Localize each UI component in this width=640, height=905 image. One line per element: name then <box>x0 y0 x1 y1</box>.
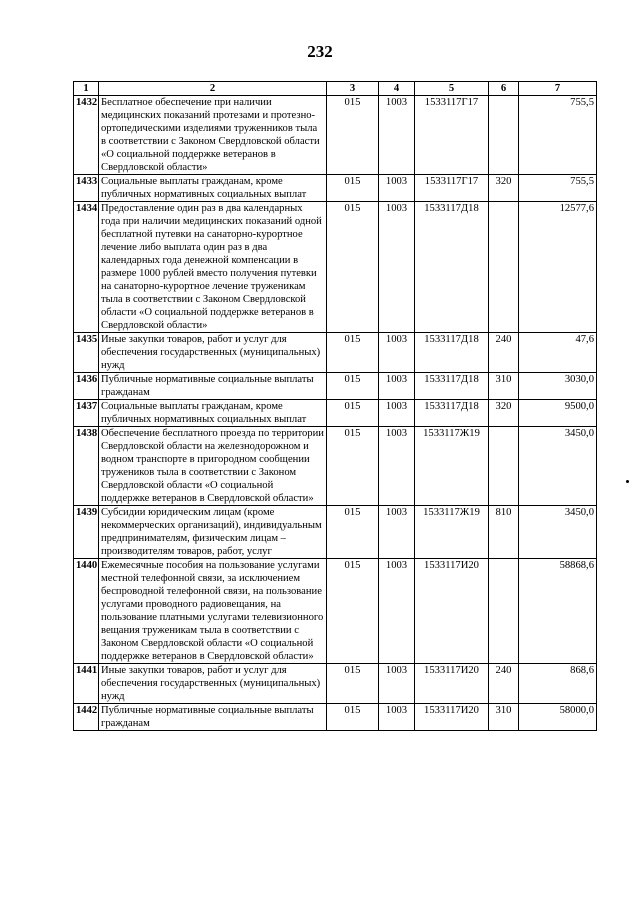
row-number-cell: 1435 <box>74 333 99 373</box>
sum-cell: 868,6 <box>519 664 597 704</box>
row-number-cell: 1432 <box>74 96 99 175</box>
expense-type-cell: 320 <box>489 400 519 427</box>
sum-cell: 58868,6 <box>519 559 597 664</box>
expense-type-cell <box>489 427 519 506</box>
target-code-cell: 1533117Д18 <box>415 202 489 333</box>
row-number-cell: 1438 <box>74 427 99 506</box>
target-code-cell: 1533117И20 <box>415 559 489 664</box>
row-number-cell: 1434 <box>74 202 99 333</box>
table-row <box>74 96 597 175</box>
expense-type-cell <box>489 96 519 175</box>
target-code-cell: 1533117Д18 <box>415 333 489 373</box>
row-number-cell: 1437 <box>74 400 99 427</box>
table-row <box>74 373 597 400</box>
section-code-cell: 1003 <box>379 175 415 202</box>
ministry-code-cell: 015 <box>327 664 379 704</box>
header-cell: 5 <box>415 82 489 96</box>
ministry-code-cell: 015 <box>327 333 379 373</box>
section-code-cell: 1003 <box>379 202 415 333</box>
table-row <box>74 704 597 731</box>
target-code-cell: 1533117И20 <box>415 664 489 704</box>
table-row <box>74 400 597 427</box>
expense-type-cell <box>489 559 519 664</box>
expense-type-cell <box>489 202 519 333</box>
target-code-cell: 1533117И20 <box>415 704 489 731</box>
scan-mark <box>626 480 629 483</box>
target-code-cell: 1533117Д18 <box>415 400 489 427</box>
header-cell: 2 <box>99 82 327 96</box>
row-number-cell: 1441 <box>74 664 99 704</box>
budget-table <box>73 81 597 731</box>
row-number-cell: 1436 <box>74 373 99 400</box>
row-name-cell: Обеспечение бесплатного проезда по территории Свердловской области на железнодорожном и водном транспорте в пригородном сообщении тружеников тыла в соответствии с Законом Свердловской области «О социальной поддержке ветеранов в Свердловской области» <box>99 427 327 506</box>
target-code-cell: 1533117Ж19 <box>415 506 489 559</box>
table-row <box>74 559 597 664</box>
sum-cell: 47,6 <box>519 333 597 373</box>
ministry-code-cell: 015 <box>327 704 379 731</box>
table-row <box>74 333 597 373</box>
expense-type-cell: 310 <box>489 704 519 731</box>
row-number-cell: 1439 <box>74 506 99 559</box>
sum-cell: 9500,0 <box>519 400 597 427</box>
sum-cell: 755,5 <box>519 96 597 175</box>
table-row <box>74 202 597 333</box>
page-number: 232 <box>307 42 333 61</box>
sum-cell: 58000,0 <box>519 704 597 731</box>
row-name-cell: Социальные выплаты гражданам, кроме публичных нормативных социальных выплат <box>99 175 327 202</box>
row-name-cell: Публичные нормативные социальные выплаты гражданам <box>99 373 327 400</box>
section-code-cell: 1003 <box>379 373 415 400</box>
header-row <box>74 82 597 96</box>
section-code-cell: 1003 <box>379 664 415 704</box>
row-number-cell: 1442 <box>74 704 99 731</box>
expense-type-cell: 240 <box>489 333 519 373</box>
target-code-cell: 1533117Д18 <box>415 373 489 400</box>
table-row <box>74 664 597 704</box>
ministry-code-cell: 015 <box>327 96 379 175</box>
sum-cell: 755,5 <box>519 175 597 202</box>
header-cell: 3 <box>327 82 379 96</box>
sum-cell: 12577,6 <box>519 202 597 333</box>
target-code-cell: 1533117Ж19 <box>415 427 489 506</box>
header-cell: 6 <box>489 82 519 96</box>
expense-type-cell: 310 <box>489 373 519 400</box>
row-name-cell: Предоставление один раз в два календарных года при наличии медицинских показаний одной бесплатной путевки на санаторно-курортное лечение либо выплата один раз в два календарных года денежной компенсации в размере 1000 рублей вместо получения путевки на санаторно-курортное лечение труженикам тыла в соответствии с Законом Свердловской области «О социальной поддержке ветеранов в Свердловской области» <box>99 202 327 333</box>
expense-type-cell: 320 <box>489 175 519 202</box>
section-code-cell: 1003 <box>379 400 415 427</box>
sum-cell: 3030,0 <box>519 373 597 400</box>
header-cell: 7 <box>519 82 597 96</box>
row-number-cell: 1440 <box>74 559 99 664</box>
ministry-code-cell: 015 <box>327 506 379 559</box>
ministry-code-cell: 015 <box>327 373 379 400</box>
target-code-cell: 1533117Г17 <box>415 175 489 202</box>
ministry-code-cell: 015 <box>327 427 379 506</box>
section-code-cell: 1003 <box>379 559 415 664</box>
target-code-cell: 1533117Г17 <box>415 96 489 175</box>
table-row <box>74 506 597 559</box>
section-code-cell: 1003 <box>379 704 415 731</box>
table-row <box>74 175 597 202</box>
table-row <box>74 427 597 506</box>
row-name-cell: Социальные выплаты гражданам, кроме публичных нормативных социальных выплат <box>99 400 327 427</box>
row-name-cell: Субсидии юридическим лицам (кроме некоммерческих организаций), индивидуальным предпринимателям, физическим лицам – производителям товаров, работ, услуг <box>99 506 327 559</box>
header-cell: 1 <box>74 82 99 96</box>
section-code-cell: 1003 <box>379 506 415 559</box>
row-name-cell: Ежемесячные пособия на пользование услугами местной телефонной связи, за исключением беспроводной телефонной связи, на пользование услугами проводного радиовещания, на пользование платными услугами телевизионного вещания труженикам тыла в соответствии с Законом Свердловской области «О социальной поддержке ветеранов в Свердловской области» <box>99 559 327 664</box>
row-name-cell: Иные закупки товаров, работ и услуг для обеспечения государственных (муниципальных) нужд <box>99 664 327 704</box>
ministry-code-cell: 015 <box>327 400 379 427</box>
sum-cell: 3450,0 <box>519 506 597 559</box>
expense-type-cell: 240 <box>489 664 519 704</box>
section-code-cell: 1003 <box>379 333 415 373</box>
row-number-cell: 1433 <box>74 175 99 202</box>
header-cell: 4 <box>379 82 415 96</box>
expense-type-cell: 810 <box>489 506 519 559</box>
section-code-cell: 1003 <box>379 96 415 175</box>
row-name-cell: Публичные нормативные социальные выплаты гражданам <box>99 704 327 731</box>
ministry-code-cell: 015 <box>327 559 379 664</box>
section-code-cell: 1003 <box>379 427 415 506</box>
ministry-code-cell: 015 <box>327 202 379 333</box>
ministry-code-cell: 015 <box>327 175 379 202</box>
sum-cell: 3450,0 <box>519 427 597 506</box>
row-name-cell: Иные закупки товаров, работ и услуг для обеспечения государственных (муниципальных) нужд <box>99 333 327 373</box>
row-name-cell: Бесплатное обеспечение при наличии медицинских показаний протезами и протезно-ортопедическими изделиями труженников тыла в соответствии с Законом Свердловской области «О социальной поддержке ветеранов в Свердловской области» <box>99 96 327 175</box>
